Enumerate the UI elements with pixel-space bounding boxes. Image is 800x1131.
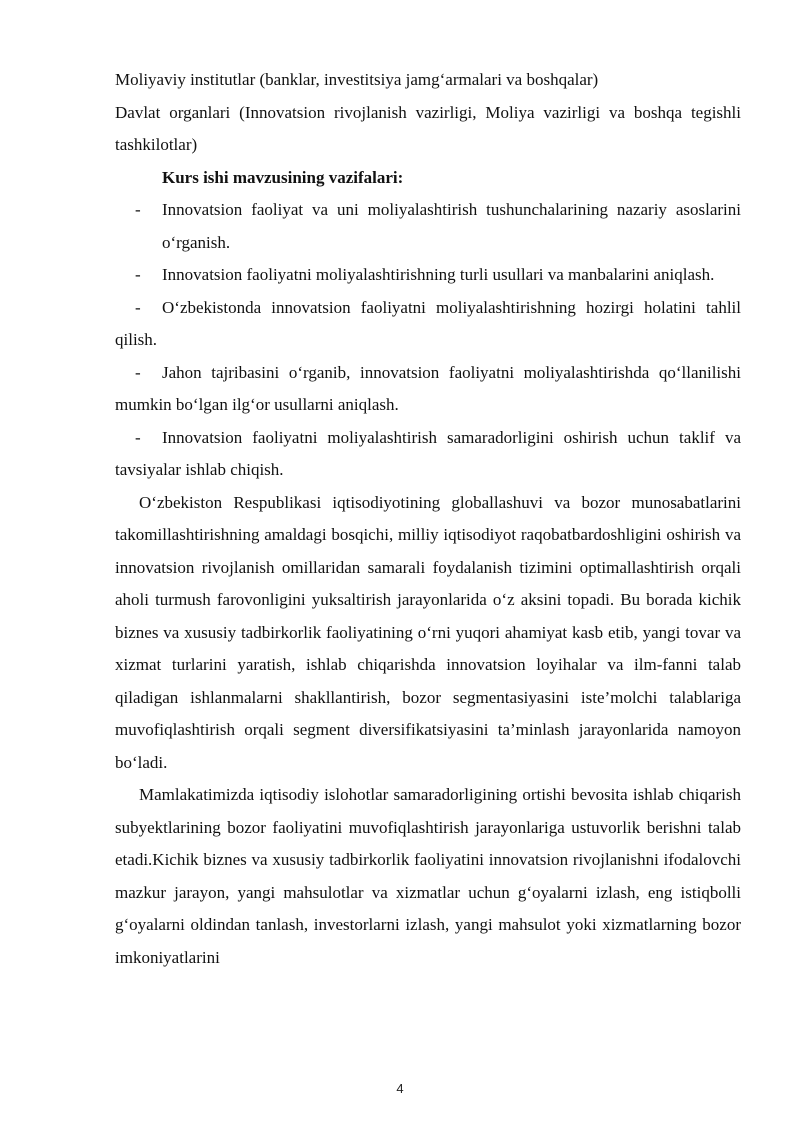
task-text: Innovatsion faoliyatni moliyalashtirish samaradorligini oshirish uchun taklif va tavsiyalar ishlab chiqish. bbox=[115, 427, 741, 479]
text-line-financial-institutions: Moliyaviy institutlar (banklar, investitsiya jamg‘armalari va boshqalar) bbox=[115, 70, 599, 89]
body-paragraph-1: O‘zbekiston Respublikasi iqtisodiyotining globallashuvi va bozor munosabatlarini takomillashtirishning amaldagi bosqichi, milliy iqtisodiyot raqobatbardoshligini oshirish va innovatsion rivojlanish omillaridan samarali foydalanish tizimini optimallashtirish orqali aholi turmush farovonligini yuksaltirish jarayonlarida o‘z aksini topadi. Bu borada kichik biznes va xususiy tadbirkorlik faoliyatining o‘rni yuqori ahamiyat kasb etib, yangi tovar va xizmat turlarini yaratish, ishlab chiqarishda innovatsion loyihalar va ilm-fanni talab qiladigan ishlanmalarni shakllantirish, bozor segmentasiyasini iste’molchi talablariga muvofiqlashtirish orqali segment diversifikatsiyasini ta’minlash jarayonlarida namoyon bo‘ladi. bbox=[115, 492, 741, 772]
task-item-2 bbox=[115, 259, 741, 292]
page-content bbox=[115, 64, 741, 974]
section-heading: Kurs ishi mavzusining vazifalari: bbox=[162, 167, 404, 187]
page-number: 4 bbox=[396, 1081, 404, 1096]
task-item-1 bbox=[115, 194, 741, 259]
dash-marker: - bbox=[135, 362, 141, 382]
dash-marker: - bbox=[135, 297, 141, 317]
task-item-3 bbox=[115, 292, 741, 357]
task-text: O‘zbekistonda innovatsion faoliyatni moliyalashtirishning hozirgi holatini tahlil qilish. bbox=[115, 297, 741, 349]
task-text: Innovatsion faoliyatni moliyalashtirishning turli usullari va manbalarini aniqlash. bbox=[162, 265, 715, 284]
body-paragraph-2: Mamlakatimizda iqtisodiy islohotlar samaradorligining ortishi bevosita ishlab chiqarish subyektlarining bozor faoliyatini muvofiqlashtirish jarayonlariga ustuvorlik berishni talab etadi.Kichik biznes va xususiy tadbirkorlik faoliyatini innovatsion rivojlanishni ifodalovchi mazkur jarayon, yangi mahsulotlar va xizmatlar uchun g‘oyalarni izlash, eng istiqbolli g‘oyalarni oldindan tanlash, investorlarni izlash, yangi mahsulot yoki xizmatlarning bozor imkoniyatlarini bbox=[115, 785, 741, 967]
task-item-5 bbox=[115, 422, 741, 487]
dash-marker: - bbox=[135, 265, 141, 284]
task-item-4 bbox=[115, 357, 741, 422]
task-text: Jahon tajribasini o‘rganib, innovatsion faoliyatni moliyalashtirishda qo‘llanilishi mumkin bo‘lgan ilg‘or usullarni aniqlash. bbox=[115, 362, 741, 414]
dash-marker: - bbox=[135, 200, 141, 219]
task-text: Innovatsion faoliyat va uni moliyalashtirish tushunchalarining nazariy asoslarini o‘rganish. bbox=[162, 200, 741, 252]
dash-marker: - bbox=[135, 427, 141, 447]
text-line-government-bodies: Davlat organlari (Innovatsion rivojlanish vazirligi, Moliya vazirligi va boshqa tegishli tashkilotlar) bbox=[115, 102, 741, 154]
